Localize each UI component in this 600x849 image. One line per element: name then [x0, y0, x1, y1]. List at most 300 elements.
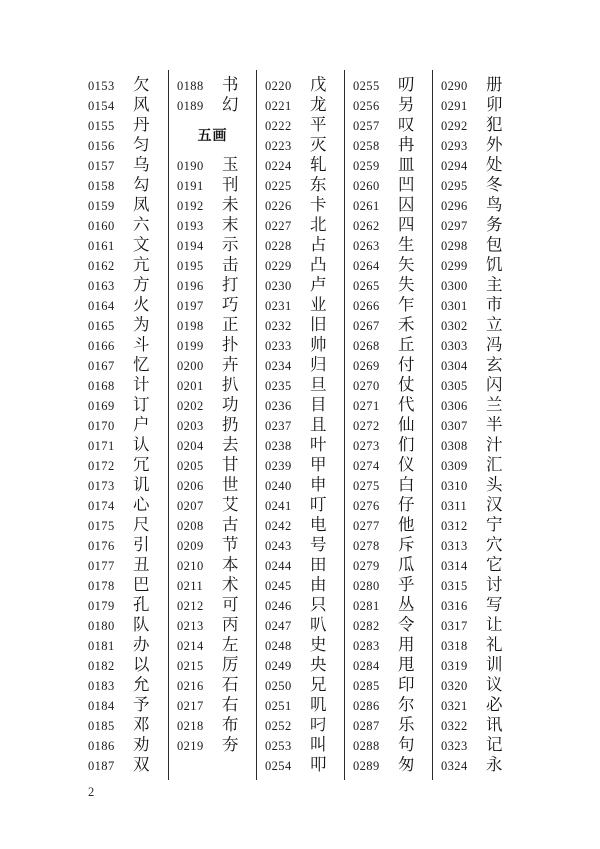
entry-character: 卢 [310, 275, 327, 294]
entry-number: 0299 [441, 259, 468, 273]
index-entry [433, 155, 520, 175]
index-entry [80, 355, 168, 375]
entry-number: 0161 [88, 239, 115, 253]
index-entry [345, 215, 432, 235]
entry-character: 旧 [310, 315, 327, 334]
entry-character: 刊 [222, 175, 239, 194]
entry-character: 仔 [398, 495, 415, 514]
index-entry [169, 275, 256, 295]
entry-number: 0255 [353, 79, 380, 93]
index-entry [345, 715, 432, 735]
index-entry [433, 535, 520, 555]
index-entry [169, 255, 256, 275]
entry-number: 0275 [353, 479, 380, 493]
entry-number: 0184 [88, 699, 115, 713]
index-entry [345, 755, 432, 775]
entry-character: 必 [486, 695, 503, 714]
entry-character: 冉 [398, 135, 415, 154]
entry-character: 们 [398, 435, 415, 454]
entry-number: 0208 [177, 519, 204, 533]
entry-number: 0287 [353, 719, 380, 733]
entry-number: 0322 [441, 719, 468, 733]
entry-number: 0178 [88, 579, 115, 593]
entry-character: 帅 [310, 335, 327, 354]
index-entry [169, 375, 256, 395]
entry-character: 邓 [133, 715, 150, 734]
entry-character: 功 [222, 395, 239, 414]
entry-character: 记 [486, 735, 503, 754]
index-entry [345, 515, 432, 535]
entry-character: 引 [133, 535, 150, 554]
index-entry [169, 515, 256, 535]
entry-number: 0163 [88, 279, 115, 293]
entry-character: 印 [398, 675, 415, 694]
entry-character: 汁 [486, 435, 503, 454]
entry-character: 去 [222, 435, 239, 454]
entry-number: 0228 [265, 239, 292, 253]
entry-number: 0302 [441, 319, 468, 333]
index-entry [80, 175, 168, 195]
entry-character: 宁 [486, 515, 503, 534]
index-entry [169, 215, 256, 235]
entry-number: 0230 [265, 279, 292, 293]
entry-number: 0212 [177, 599, 204, 613]
index-entry [80, 375, 168, 395]
entry-character: 匀 [133, 135, 150, 154]
entry-character: 尔 [398, 695, 415, 714]
index-entry [433, 275, 520, 295]
entry-number: 0319 [441, 659, 468, 673]
entry-character: 心 [133, 495, 150, 514]
entry-number: 0237 [265, 419, 292, 433]
entry-number: 0233 [265, 339, 292, 353]
entry-number: 0318 [441, 639, 468, 653]
index-entry [80, 255, 168, 275]
entry-number: 0281 [353, 599, 380, 613]
entry-character: 方 [133, 275, 150, 294]
index-entry [257, 735, 344, 755]
index-entry [433, 675, 520, 695]
entry-number: 0280 [353, 579, 380, 593]
entry-number: 0174 [88, 499, 115, 513]
entry-character: 讥 [133, 475, 150, 494]
entry-number: 0216 [177, 679, 204, 693]
entry-number: 0154 [88, 99, 115, 113]
entry-character: 冗 [133, 455, 150, 474]
index-entry [80, 455, 168, 475]
entry-number: 0210 [177, 559, 204, 573]
entry-number: 0227 [265, 219, 292, 233]
entry-character: 兄 [310, 675, 327, 694]
entry-character: 矢 [398, 255, 415, 274]
index-entry [345, 275, 432, 295]
index-entry [80, 735, 168, 755]
entry-character: 丘 [398, 335, 415, 354]
index-entry [169, 315, 256, 335]
entry-number: 0164 [88, 299, 115, 313]
entry-number: 0247 [265, 619, 292, 633]
entry-character: 句 [398, 735, 415, 754]
entry-character: 仙 [398, 415, 415, 434]
entry-character: 丙 [222, 615, 239, 634]
index-entry [345, 255, 432, 275]
entry-number: 0197 [177, 299, 204, 313]
entry-character: 节 [222, 535, 239, 554]
entry-number: 0224 [265, 159, 292, 173]
index-column-4 [344, 70, 432, 780]
entry-character: 由 [310, 575, 327, 594]
index-entry [433, 455, 520, 475]
entry-character: 田 [310, 555, 327, 574]
index-entry [257, 575, 344, 595]
index-entry [433, 715, 520, 735]
index-entry [257, 295, 344, 315]
entry-character: 叩 [310, 755, 327, 774]
index-entry [433, 175, 520, 195]
index-entry [433, 375, 520, 395]
index-entry [345, 435, 432, 455]
entry-character: 叶 [310, 435, 327, 454]
index-column-3 [256, 70, 344, 780]
entry-number: 0288 [353, 739, 380, 753]
entry-character: 巴 [133, 575, 150, 594]
index-entry [80, 475, 168, 495]
index-entry [169, 355, 256, 375]
entry-number: 0272 [353, 419, 380, 433]
index-entry [433, 415, 520, 435]
entry-number: 0251 [265, 699, 292, 713]
entry-number: 0209 [177, 539, 204, 553]
index-entry [80, 535, 168, 555]
entry-character: 为 [133, 315, 150, 334]
entry-number: 0170 [88, 419, 115, 433]
entry-number: 0310 [441, 479, 468, 493]
entry-character: 勾 [133, 175, 150, 194]
entry-character: 厉 [222, 655, 239, 674]
entry-number: 0181 [88, 639, 115, 653]
entry-character: 汉 [486, 495, 503, 514]
entry-number: 0157 [88, 159, 115, 173]
index-entry [345, 295, 432, 315]
entry-number: 0314 [441, 559, 468, 573]
index-entry [80, 315, 168, 335]
entry-number: 0254 [265, 759, 292, 773]
entry-character: 写 [486, 595, 503, 614]
entry-character: 乎 [398, 575, 415, 594]
entry-number: 0258 [353, 139, 380, 153]
entry-number: 0193 [177, 219, 204, 233]
entry-character: 饥 [486, 255, 503, 274]
entry-number: 0202 [177, 399, 204, 413]
index-entry [345, 535, 432, 555]
index-entry [80, 395, 168, 415]
entry-number: 0185 [88, 719, 115, 733]
entry-character: 孔 [133, 595, 150, 614]
index-entry [345, 315, 432, 335]
index-entry [345, 615, 432, 635]
entry-character: 幻 [222, 95, 239, 114]
entry-number: 0285 [353, 679, 380, 693]
entry-character: 打 [222, 275, 239, 294]
entry-character: 仗 [398, 375, 415, 394]
entry-number: 0168 [88, 379, 115, 393]
index-entry [433, 395, 520, 415]
index-entry [257, 115, 344, 135]
index-entry [257, 475, 344, 495]
entry-character: 犯 [486, 115, 503, 134]
index-entry [169, 235, 256, 255]
entry-number: 0264 [353, 259, 380, 273]
index-entry [433, 115, 520, 135]
entry-number: 0160 [88, 219, 115, 233]
index-entry [169, 295, 256, 315]
entry-number: 0253 [265, 739, 292, 753]
entry-number: 0206 [177, 479, 204, 493]
entry-number: 0308 [441, 439, 468, 453]
index-entry [433, 515, 520, 535]
entry-character: 甲 [310, 455, 327, 474]
entry-character: 未 [222, 195, 239, 214]
entry-character: 术 [222, 575, 239, 594]
entry-character: 生 [398, 235, 415, 254]
index-entry [257, 195, 344, 215]
entry-number: 0200 [177, 359, 204, 373]
section-header: 五画 [197, 129, 228, 144]
entry-character: 计 [133, 375, 150, 394]
index-entry [345, 575, 432, 595]
entry-character: 北 [310, 215, 327, 234]
index-entry [433, 335, 520, 355]
index-entry [80, 115, 168, 135]
index-entry [257, 535, 344, 555]
entry-number: 0304 [441, 359, 468, 373]
entry-character: 东 [310, 175, 327, 194]
entry-character: 鸟 [486, 195, 503, 214]
index-column-5 [432, 70, 520, 780]
entry-number: 0290 [441, 79, 468, 93]
entry-number: 0153 [88, 79, 115, 93]
index-entry [257, 455, 344, 475]
index-entry [80, 275, 168, 295]
entry-number: 0220 [265, 79, 292, 93]
entry-character: 务 [486, 215, 503, 234]
entry-character: 丹 [133, 115, 150, 134]
entry-number: 0296 [441, 199, 468, 213]
entry-character: 甩 [398, 655, 415, 674]
entry-number: 0286 [353, 699, 380, 713]
index-entry [80, 155, 168, 175]
index-entry [433, 195, 520, 215]
entry-character: 叽 [310, 695, 327, 714]
entry-number: 0155 [88, 119, 115, 133]
index-entry [433, 255, 520, 275]
entry-character: 失 [398, 275, 415, 294]
entry-number: 0248 [265, 639, 292, 653]
index-entry [80, 575, 168, 595]
entry-number: 0196 [177, 279, 204, 293]
index-entry [80, 615, 168, 635]
entry-number: 0172 [88, 459, 115, 473]
index-entry [433, 215, 520, 235]
entry-character: 电 [310, 515, 327, 534]
index-entry [433, 235, 520, 255]
entry-number: 0229 [265, 259, 292, 273]
entry-character: 乌 [133, 155, 150, 174]
entry-number: 0284 [353, 659, 380, 673]
index-entry [80, 595, 168, 615]
index-entry [257, 755, 344, 775]
entry-number: 0166 [88, 339, 115, 353]
entry-character: 予 [133, 695, 150, 714]
entry-number: 0239 [265, 459, 292, 473]
entry-number: 0192 [177, 199, 204, 213]
index-entry [345, 475, 432, 495]
entry-number: 0300 [441, 279, 468, 293]
entry-character: 归 [310, 355, 327, 374]
entry-number: 0298 [441, 239, 468, 253]
entry-number: 0294 [441, 159, 468, 173]
entry-number: 0320 [441, 679, 468, 693]
entry-number: 0226 [265, 199, 292, 213]
entry-number: 0263 [353, 239, 380, 253]
index-column-2 [168, 70, 256, 780]
entry-character: 玉 [222, 155, 239, 174]
entry-character: 囚 [398, 195, 415, 214]
entry-number: 0169 [88, 399, 115, 413]
index-entry [80, 75, 168, 95]
index-entry [169, 615, 256, 635]
entry-character: 卉 [222, 355, 239, 374]
index-entry [169, 695, 256, 715]
index-entry [345, 675, 432, 695]
entry-character: 古 [222, 515, 239, 534]
entry-character: 叹 [398, 115, 415, 134]
entry-number: 0276 [353, 499, 380, 513]
entry-number: 0225 [265, 179, 292, 193]
entry-number: 0231 [265, 299, 292, 313]
character-index-table [80, 70, 520, 780]
entry-number: 0256 [353, 99, 380, 113]
entry-character: 永 [486, 755, 503, 774]
index-entry [80, 675, 168, 695]
index-entry [257, 715, 344, 735]
entry-character: 示 [222, 235, 239, 254]
index-entry [345, 355, 432, 375]
index-entry [257, 175, 344, 195]
entry-character: 皿 [398, 155, 415, 174]
entry-number: 0317 [441, 619, 468, 633]
index-entry [433, 95, 520, 115]
entry-number: 0260 [353, 179, 380, 193]
index-entry [345, 695, 432, 715]
entry-number: 0222 [265, 119, 292, 133]
index-entry [169, 475, 256, 495]
entry-number: 0238 [265, 439, 292, 453]
entry-number: 0217 [177, 699, 204, 713]
entry-number: 0268 [353, 339, 380, 353]
index-entry [433, 475, 520, 495]
index-entry [433, 495, 520, 515]
entry-number: 0321 [441, 699, 468, 713]
index-entry [257, 515, 344, 535]
index-entry [257, 375, 344, 395]
index-entry [433, 355, 520, 375]
index-entry [80, 655, 168, 675]
index-entry [169, 175, 256, 195]
entry-character: 仪 [398, 455, 415, 474]
index-entry [345, 335, 432, 355]
entry-character: 旦 [310, 375, 327, 394]
entry-character: 右 [222, 695, 239, 714]
entry-character: 尺 [133, 515, 150, 534]
entry-number: 0261 [353, 199, 380, 213]
index-entry [257, 275, 344, 295]
entry-number: 0195 [177, 259, 204, 273]
entry-character: 斥 [398, 535, 415, 554]
index-entry [433, 595, 520, 615]
entry-character: 讯 [486, 715, 503, 734]
entry-character: 认 [133, 435, 150, 454]
entry-character: 斗 [133, 335, 150, 354]
entry-character: 另 [398, 95, 415, 114]
entry-number: 0199 [177, 339, 204, 353]
entry-character: 申 [310, 475, 327, 494]
entry-character: 头 [486, 475, 503, 494]
entry-number: 0324 [441, 759, 468, 773]
entry-number: 0188 [177, 79, 204, 93]
entry-character: 处 [486, 155, 503, 174]
index-entry [345, 95, 432, 115]
entry-character: 半 [486, 415, 503, 434]
index-entry [257, 695, 344, 715]
entry-number: 0241 [265, 499, 292, 513]
entry-character: 且 [310, 415, 327, 434]
entry-number: 0189 [177, 99, 204, 113]
entry-number: 0292 [441, 119, 468, 133]
entry-character: 礼 [486, 635, 503, 654]
entry-character: 册 [486, 75, 503, 94]
entry-character: 扑 [222, 335, 239, 354]
entry-number: 0274 [353, 459, 380, 473]
index-entry [433, 555, 520, 575]
index-entry [257, 415, 344, 435]
entry-number: 0215 [177, 659, 204, 673]
entry-character: 忆 [133, 355, 150, 374]
entry-number: 0305 [441, 379, 468, 393]
entry-character: 办 [133, 635, 150, 654]
index-entry [257, 635, 344, 655]
entry-number: 0262 [353, 219, 380, 233]
index-entry [80, 415, 168, 435]
index-entry [80, 715, 168, 735]
entry-number: 0243 [265, 539, 292, 553]
entry-character: 正 [222, 315, 239, 334]
index-entry [80, 755, 168, 775]
index-entry [257, 335, 344, 355]
entry-number: 0223 [265, 139, 292, 153]
entry-number: 0187 [88, 759, 115, 773]
entry-character: 冯 [486, 335, 503, 354]
index-entry [257, 395, 344, 415]
index-entry [257, 595, 344, 615]
entry-character: 让 [486, 615, 503, 634]
index-entry [169, 715, 256, 735]
entry-number: 0242 [265, 519, 292, 533]
entry-number: 0312 [441, 519, 468, 533]
index-entry [169, 635, 256, 655]
index-entry [257, 555, 344, 575]
entry-number: 0221 [265, 99, 292, 113]
